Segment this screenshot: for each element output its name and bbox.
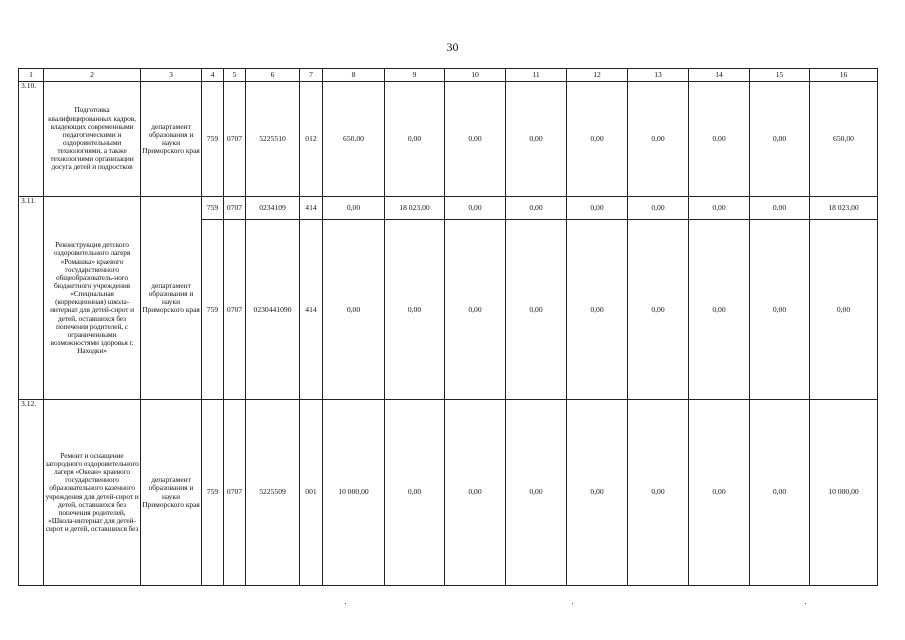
value-col-8: 650,00 bbox=[323, 81, 385, 197]
table-row bbox=[19, 400, 878, 586]
value-col-11: 0,00 bbox=[506, 197, 567, 220]
header-cell: 7 bbox=[300, 69, 323, 82]
code-target: 0230441090 bbox=[246, 220, 300, 400]
value-col-10: 0,00 bbox=[445, 400, 506, 586]
code-expense: 414 bbox=[300, 197, 323, 220]
code-grbs: 759 bbox=[202, 220, 224, 400]
value-col-16: 18 023,00 bbox=[810, 197, 878, 220]
row-number: 3.12. bbox=[19, 400, 44, 586]
code-grbs: 759 bbox=[202, 81, 224, 197]
value-col-13: 0,00 bbox=[628, 81, 689, 197]
value-col-14: 0,00 bbox=[689, 197, 750, 220]
header-cell: 5 bbox=[224, 69, 246, 82]
code-target: 5225510 bbox=[246, 81, 300, 197]
value-col-15: 0,00 bbox=[750, 220, 810, 400]
header-cell: 10 bbox=[445, 69, 506, 82]
page-number: 30 bbox=[446, 40, 459, 54]
header-cell: 13 bbox=[628, 69, 689, 82]
value-col-13: 0,00 bbox=[628, 220, 689, 400]
value-col-9: 0,00 bbox=[385, 220, 445, 400]
header-row bbox=[19, 69, 878, 82]
header-cell: 12 bbox=[567, 69, 628, 82]
header-cell: 14 bbox=[689, 69, 750, 82]
header-cell: 4 bbox=[202, 69, 224, 82]
value-col-12: 0,00 bbox=[567, 81, 628, 197]
responsible-department: департамент образования и науки Приморского края bbox=[141, 197, 202, 400]
value-col-16: 0,00 bbox=[810, 220, 878, 400]
header-cell: 6 bbox=[246, 69, 300, 82]
header-cell: 9 bbox=[385, 69, 445, 82]
value-col-10: 0,00 bbox=[445, 197, 506, 220]
budget-table bbox=[18, 68, 878, 586]
value-col-12: 0,00 bbox=[567, 400, 628, 586]
code-section: 0707 bbox=[224, 197, 246, 220]
value-col-8: 0,00 bbox=[323, 197, 385, 220]
code-expense: 012 bbox=[300, 81, 323, 197]
header-cell: 11 bbox=[506, 69, 567, 82]
value-col-9: 0,00 bbox=[385, 81, 445, 197]
header-cell: 15 bbox=[750, 69, 810, 82]
code-grbs: 759 bbox=[202, 197, 224, 220]
table-row bbox=[19, 81, 878, 197]
value-col-10: 0,00 bbox=[445, 220, 506, 400]
code-expense: 414 bbox=[300, 220, 323, 400]
value-col-14: 0,00 bbox=[689, 81, 750, 197]
code-expense: 001 bbox=[300, 400, 323, 586]
value-col-9: 18 023,00 bbox=[385, 197, 445, 220]
header-cell: 2 bbox=[44, 69, 141, 82]
code-target: 5225509 bbox=[246, 400, 300, 586]
value-col-8: 0,00 bbox=[323, 220, 385, 400]
header-cell: 16 bbox=[810, 69, 878, 82]
table-row bbox=[19, 197, 878, 220]
activity-name: Подготовка квалифицированных кадров, владеющих современными педагогическими и оздоровительными технологиями, а также технологиями организации досуга детей и подростков bbox=[44, 81, 141, 197]
value-col-11: 0,00 bbox=[506, 220, 567, 400]
value-col-9: 0,00 bbox=[385, 400, 445, 586]
value-col-15: 0,00 bbox=[750, 197, 810, 220]
value-col-14: 0,00 bbox=[689, 220, 750, 400]
value-col-13: 0,00 bbox=[628, 400, 689, 586]
row-number: 3.11. bbox=[19, 197, 44, 400]
activity-name: Ремонт и оснащение загородного оздоровительного лагеря «Океан» краевого государственного образовательного казенного учреждения для детей-сирот и детей, оставшихся без попечения родителей, «Школа-интернат для детей-сирот и детей, оставшихся без bbox=[44, 400, 141, 586]
value-col-12: 0,00 bbox=[567, 220, 628, 400]
value-col-16: 650,00 bbox=[810, 81, 878, 197]
code-target: 0234109 bbox=[246, 197, 300, 220]
header-cell: 3 bbox=[141, 69, 202, 82]
value-col-13: 0,00 bbox=[628, 197, 689, 220]
code-section: 0707 bbox=[224, 220, 246, 400]
code-section: 0707 bbox=[224, 81, 246, 197]
value-col-11: 0,00 bbox=[506, 400, 567, 586]
row-number: 3.10. bbox=[19, 81, 44, 197]
code-section: 0707 bbox=[224, 400, 246, 586]
value-col-15: 0,00 bbox=[750, 81, 810, 197]
value-col-12: 0,00 bbox=[567, 197, 628, 220]
responsible-department: департамент образования и науки Приморского края bbox=[141, 400, 202, 586]
header-cell: 8 bbox=[323, 69, 385, 82]
activity-name: Реконструкция детского оздоровительного лагеря «Ромашка» краевого государственного общеобразователь-ного бюджетного учреждения «Специальная (коррекционная) школа-интернат для детей-сирот и детей, оставшихся без попечения родителей, с ограниченными возможностями здоровья г. Находки» bbox=[44, 197, 141, 400]
value-col-10: 0,00 bbox=[445, 81, 506, 197]
value-col-11: 0,00 bbox=[506, 81, 567, 197]
scan-dots bbox=[0, 603, 905, 607]
value-col-15: 0,00 bbox=[750, 400, 810, 586]
value-col-16: 10 000,00 bbox=[810, 400, 878, 586]
value-col-8: 10 000,00 bbox=[323, 400, 385, 586]
code-grbs: 759 bbox=[202, 400, 224, 586]
value-col-14: 0,00 bbox=[689, 400, 750, 586]
header-cell: 1 bbox=[19, 69, 44, 82]
responsible-department: департамент образования и науки Приморского края bbox=[141, 81, 202, 197]
